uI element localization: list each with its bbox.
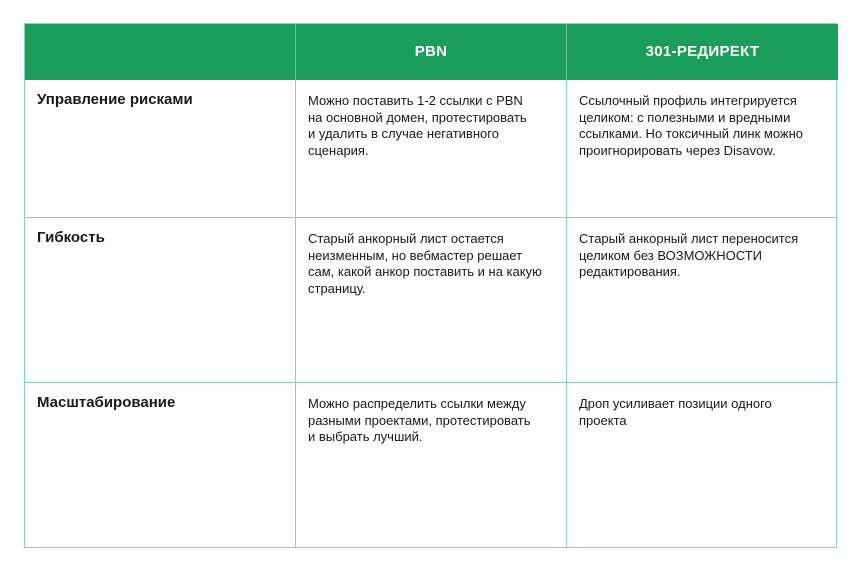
cell-risk-pbn: Можно поставить 1-2 ссылки с PBN на основной домен, протестировать и удалить в случае негативного сценария. bbox=[296, 80, 567, 218]
cell-scaling-pbn: Можно распределить ссылки между разными проектами, протестировать и выбрать лучший. bbox=[296, 383, 567, 547]
cell-flexibility-redirect: Старый анкорный лист переносится целиком без ВОЗМОЖНОСТИ редактирования. bbox=[567, 218, 838, 383]
row-label-scaling: Масштабирование bbox=[25, 383, 296, 547]
header-pbn: PBN bbox=[296, 24, 567, 80]
comparison-table bbox=[24, 23, 837, 548]
header-empty-cell bbox=[25, 24, 296, 80]
cell-flexibility-pbn: Старый анкорный лист остается неизменным, но вебмастер решает сам, какой анкор поставить и на какую страницу. bbox=[296, 218, 567, 383]
header-301-redirect: 301-РЕДИРЕКТ bbox=[567, 24, 838, 80]
row-label-risk-management: Управление рисками bbox=[25, 80, 296, 218]
cell-scaling-redirect: Дроп усиливает позиции одного проекта bbox=[579, 396, 772, 428]
row-label-flexibility: Гибкость bbox=[25, 218, 296, 383]
cell-risk-redirect: Ссылочный профиль интегрируется целиком: с полезными и вредными ссылками. Но токсичный линк можно проигнорировать через Disavow. bbox=[567, 80, 838, 218]
